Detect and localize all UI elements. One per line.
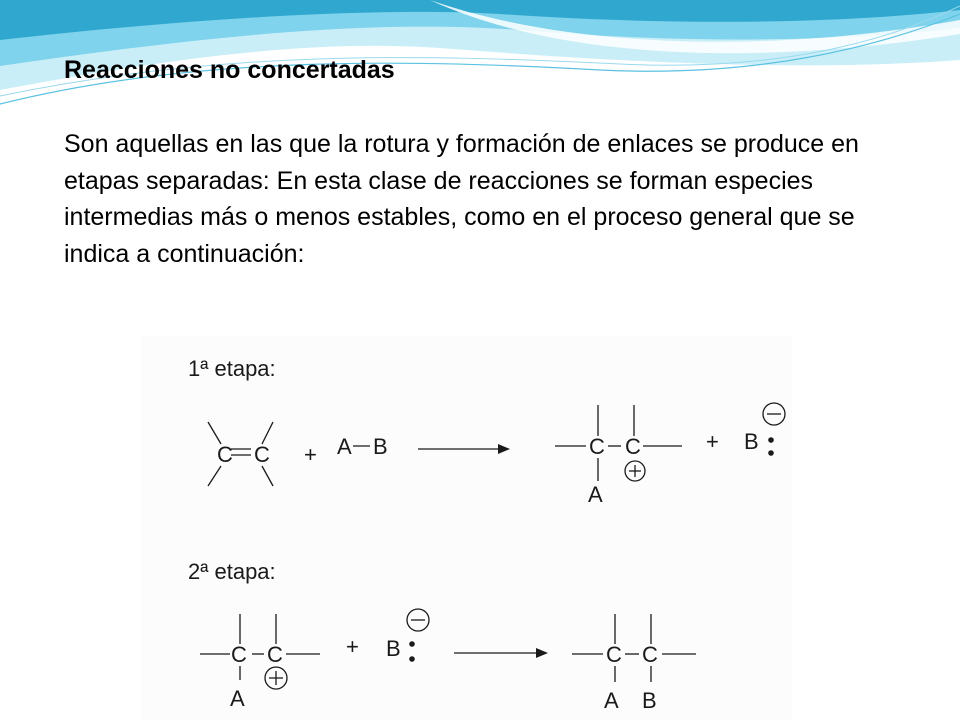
stage1-anion-atom-b: B: [744, 429, 759, 454]
stage1-reagent-atom-b: B: [373, 434, 388, 459]
stage2-label: 2ª etapa:: [188, 559, 276, 584]
stage2-product-atom-a: A: [604, 688, 619, 713]
stage1-plus: +: [706, 429, 719, 454]
stage1-atom-c: C: [217, 442, 233, 467]
stage2-plus: +: [346, 634, 359, 659]
stage1-plus: +: [304, 442, 317, 467]
stage1-reagent-atom-a: A: [337, 434, 352, 459]
stage1-intermediate-atom-c: C: [589, 434, 605, 459]
lone-pair-dot: [768, 450, 774, 456]
stage2-intermediate-atom-a: A: [230, 686, 245, 711]
lone-pair-dot: [409, 656, 415, 662]
stage1-intermediate-atom-a: A: [588, 482, 603, 507]
lone-pair-dot: [409, 641, 415, 647]
stage1-label: 1ª etapa:: [188, 356, 276, 381]
stage2-anion-atom-b: B: [386, 636, 401, 661]
stage2-product-atom-b: B: [642, 688, 657, 713]
stage2-intermediate-atom-c: C: [231, 642, 247, 667]
header-wave-decoration: [0, 0, 960, 110]
stage2-intermediate-atom-c: C: [267, 642, 283, 667]
stage2-product-atom-c: C: [642, 642, 658, 667]
stage2-product-atom-c: C: [606, 642, 622, 667]
slide-title: Reacciones no concertadas: [64, 56, 395, 84]
lone-pair-dot: [768, 437, 774, 443]
reaction-mechanism-diagram: [142, 336, 792, 720]
stage1-intermediate-atom-c: C: [625, 434, 641, 459]
stage1-atom-c: C: [254, 442, 270, 467]
slide-paragraph: Son aquellas en las que la rotura y formación de enlaces se produce en etapas separadas: En esta clase de reacciones se forman especies intermedias más o menos estables, como en el proceso general que se indica a continuación:: [64, 130, 859, 268]
